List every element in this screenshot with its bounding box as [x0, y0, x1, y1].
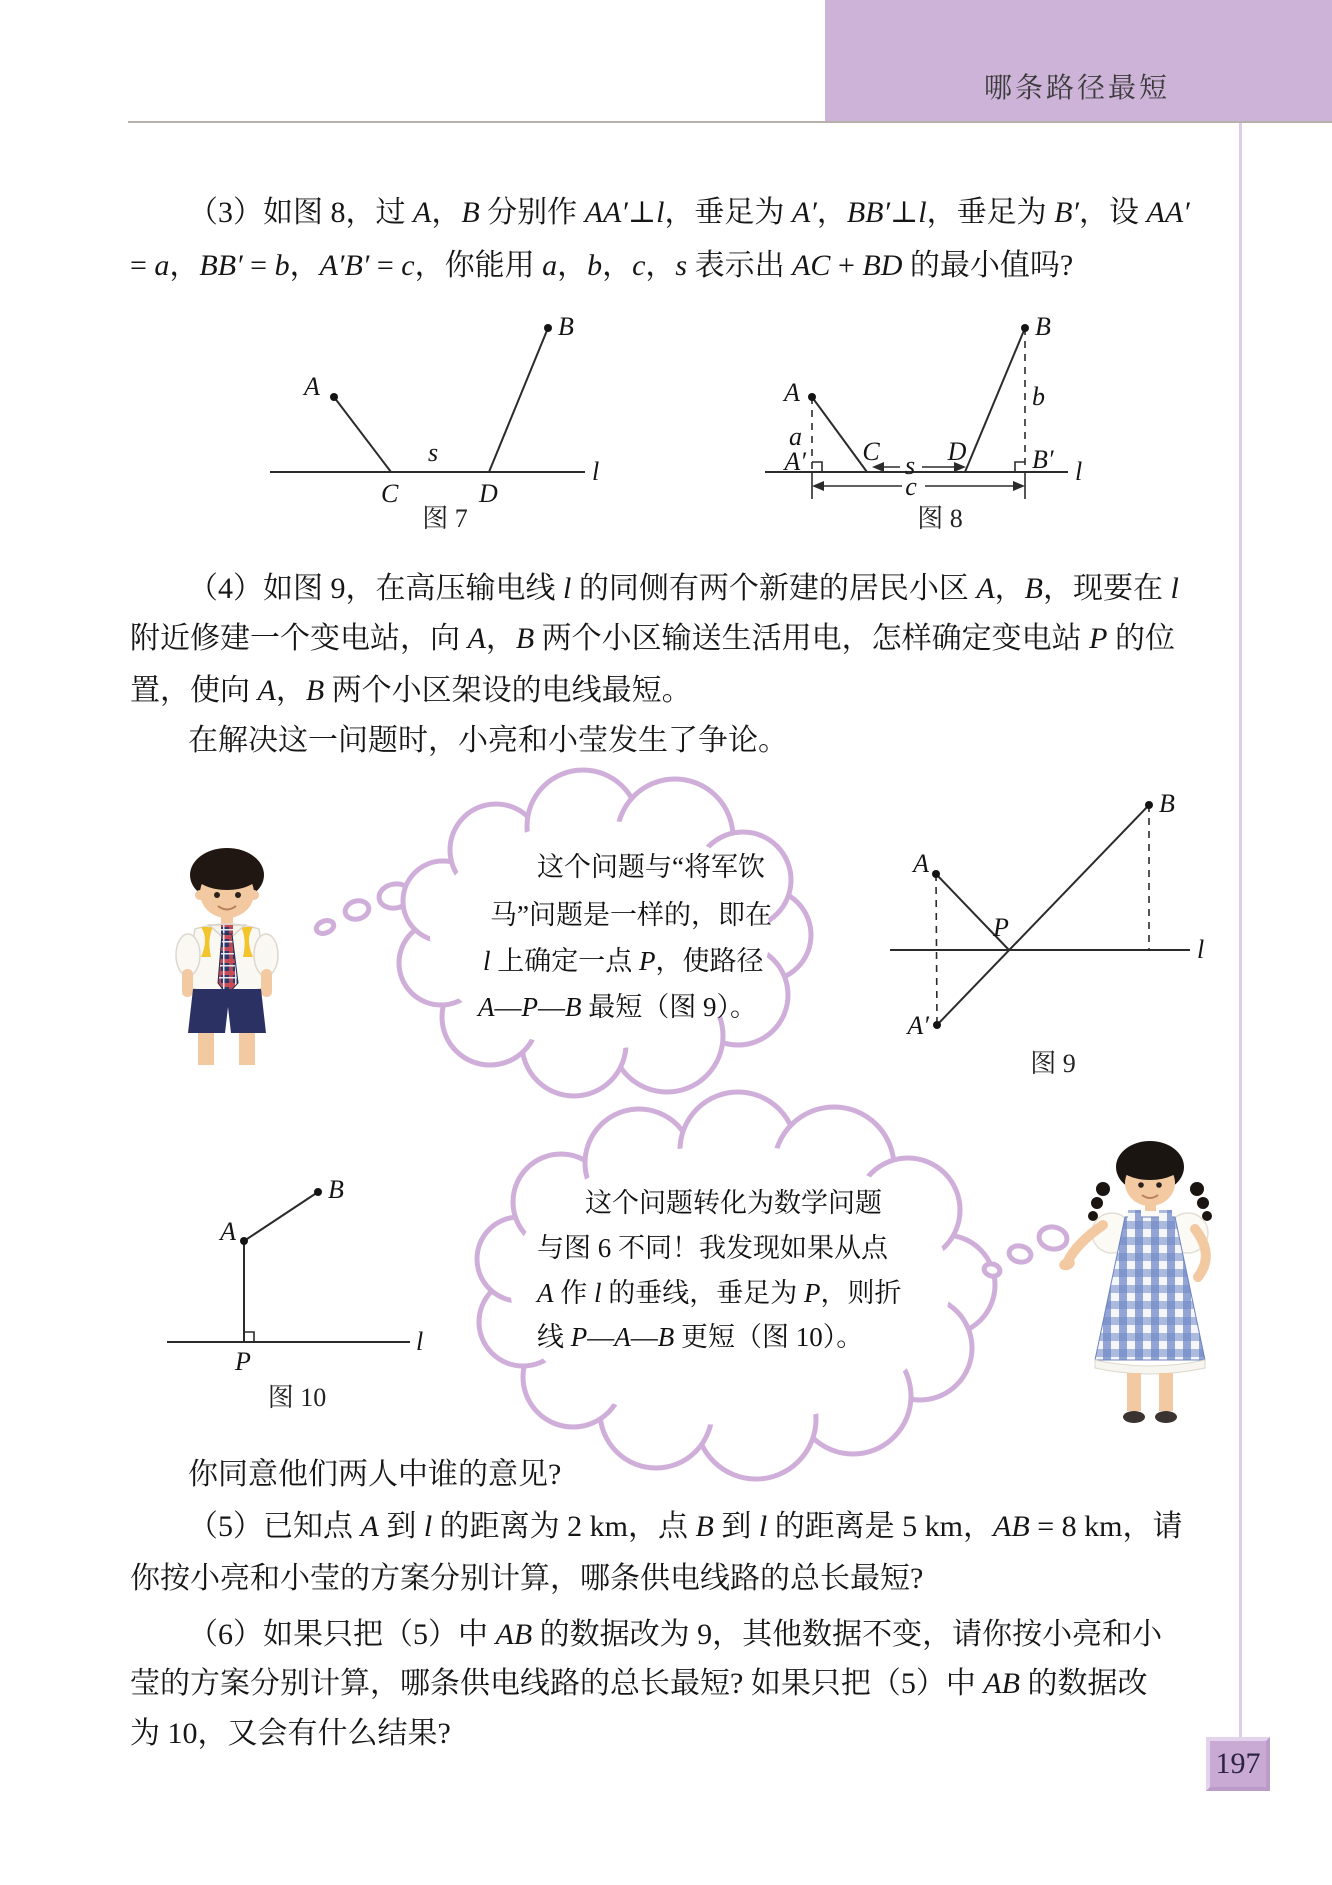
- bubble2-line-3: A 作 l 的垂线，垂足为 P，则折: [537, 1278, 902, 1308]
- paragraph-6-line-1: （6）如果只把（5）中 AB 的数据改为 9，其他数据不变，请你按小亮和小: [188, 1618, 1163, 1651]
- fig8-label-A-prime: A′: [784, 447, 806, 476]
- paragraph-5-line-1: （5）已知点 A 到 l 的距离为 2 km，点 B 到 l 的距离是 5 km，AB = 8 km，请: [188, 1510, 1183, 1543]
- paragraph-4-line-3: 置，使向 A，B 两个小区架设的电线最短。: [130, 674, 692, 707]
- fig8-label-c: c: [905, 472, 917, 501]
- paragraph-argue-line: 在解决这一问题时，小亮和小莹发生了争论。: [188, 724, 788, 757]
- fig10-label-A: A: [220, 1217, 236, 1246]
- question-agree-line: 你同意他们两人中谁的意见?: [188, 1458, 562, 1491]
- fig8-label-A: A: [784, 378, 800, 407]
- figure-7: [240, 305, 620, 535]
- fig7-label-C: C: [381, 479, 399, 508]
- figure-10: [150, 1140, 450, 1415]
- fig8-label-B-prime: B′: [1032, 445, 1054, 474]
- paragraph-6-line-3: 为 10，又会有什么结果?: [130, 1717, 451, 1750]
- bubble2-line-1: 这个问题转化为数学问题: [585, 1188, 882, 1218]
- fig9-label-P: P: [993, 913, 1009, 942]
- fig8-label-l: l: [1075, 457, 1083, 486]
- page-title: 哪条路径最短: [983, 72, 1170, 103]
- fig7-label-B: B: [558, 312, 574, 341]
- fig7-label-A: A: [304, 372, 320, 401]
- bubble2-line-2: 与图 6 不同！我发现如果从点: [537, 1233, 888, 1263]
- fig9-label-B: B: [1159, 789, 1175, 818]
- paragraph-4-line-1: （4）如图 9，在高压输电线 l 的同侧有两个新建的居民小区 A，B，现要在 l: [188, 572, 1179, 605]
- fig10-label-l: l: [416, 1327, 424, 1356]
- fig7-label-D: D: [479, 479, 498, 508]
- header-rule: [128, 121, 1332, 123]
- bubble1-line-3: l 上确定一点 P，使路径: [483, 946, 764, 976]
- paragraph-3-line-1: （3）如图 8，过 A，B 分别作 AA′⊥l，垂足为 A′，BB′⊥l，垂足为 B′，设 AA′: [188, 196, 1190, 229]
- fig8-label-C: C: [862, 437, 880, 466]
- bubble1-line-1: 这个问题与“将军饮: [537, 852, 765, 882]
- fig10-label-B: B: [328, 1175, 344, 1204]
- boy-photo: [165, 835, 305, 1080]
- bubble2-line-4: 线 P—A—B 更短（图 10）。: [537, 1322, 864, 1352]
- fig8-label-B: B: [1035, 312, 1051, 341]
- fig7-label-l: l: [592, 457, 600, 486]
- bubble1-line-2: 马”问题是一样的，即在: [490, 900, 772, 930]
- paragraph-3-line-2: = a，BB′ = b，A′B′ = c，你能用 a，b，c，s 表示出 AC + BD 的最小值吗?: [130, 249, 1074, 282]
- fig8-caption: 图 8: [917, 504, 963, 533]
- fig7-label-s: s: [428, 438, 439, 467]
- figure-9: [885, 790, 1230, 1085]
- paragraph-4-line-2: 附近修建一个变电站，向 A，B 两个小区输送生活用电，怎样确定变电站 P 的位: [130, 622, 1175, 655]
- fig10-caption: 图 10: [267, 1383, 327, 1412]
- figure-8: [760, 305, 1210, 535]
- fig9-label-l: l: [1197, 935, 1205, 964]
- right-margin-rule: [1239, 123, 1242, 1737]
- fig8-label-a: a: [789, 422, 802, 451]
- girl-photo: [1055, 1125, 1235, 1430]
- fig9-label-A-prime: A′: [907, 1011, 929, 1040]
- page-number-box: [1206, 1737, 1270, 1791]
- bubble1-line-4: A—P—B 最短（图 9）。: [478, 992, 757, 1022]
- fig10-label-P: P: [235, 1347, 251, 1376]
- fig9-label-A: A: [913, 849, 929, 878]
- fig8-label-s: s: [904, 451, 916, 480]
- fig8-label-D: D: [947, 437, 967, 466]
- paragraph-5-line-2: 你按小亮和小莹的方案分别计算，哪条供电线路的总长最短?: [130, 1562, 924, 1595]
- fig9-caption: 图 9: [1030, 1049, 1076, 1078]
- thought-bubble-xiaoliang: [375, 775, 835, 1110]
- header-banner: [825, 0, 1332, 122]
- paragraph-6-line-2: 莹的方案分别计算，哪条供电线路的总长最短? 如果只把（5）中 AB 的数据改: [130, 1667, 1148, 1700]
- page-number: 197: [1215, 1747, 1261, 1780]
- fig8-label-b: b: [1032, 382, 1045, 411]
- fig7-caption: 图 7: [422, 504, 468, 533]
